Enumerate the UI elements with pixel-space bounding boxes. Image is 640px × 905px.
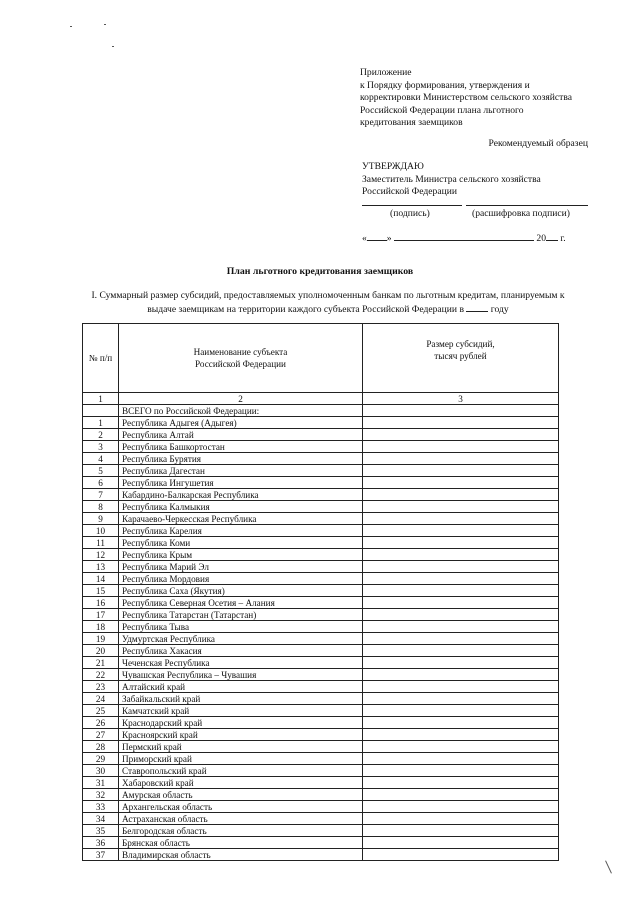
row-number: 28 (83, 741, 119, 753)
row-number: 11 (83, 537, 119, 549)
row-number: 1 (83, 417, 119, 429)
row-number: 23 (83, 681, 119, 693)
subject-name: Республика Алтай (119, 429, 363, 441)
subject-name: Республика Северная Осетия – Алания (119, 597, 363, 609)
subject-name: Республика Дагестан (119, 465, 363, 477)
row-number: 6 (83, 477, 119, 489)
table-row (83, 753, 559, 765)
subsidy-value-cell[interactable] (363, 681, 559, 693)
table-row (83, 813, 559, 825)
approval-line: Заместитель Министра сельского хозяйства (362, 173, 541, 185)
subject-name: Республика Башкортостан (119, 441, 363, 453)
subsidy-value-cell[interactable] (363, 465, 559, 477)
subject-name: Краснодарский край (119, 717, 363, 729)
subsidy-value-cell[interactable] (363, 549, 559, 561)
date-quote-close: » (386, 233, 392, 244)
row-number: 2 (83, 429, 119, 441)
subsidy-value-cell[interactable] (363, 789, 559, 801)
date-row (362, 231, 590, 244)
subsidy-value-cell[interactable] (363, 609, 559, 621)
row-number: 37 (83, 849, 119, 861)
table-header-row (83, 324, 559, 393)
appendix-line: Приложение (360, 67, 412, 78)
table-row (83, 501, 559, 513)
table-row (83, 537, 559, 549)
subsidy-value-cell[interactable] (363, 849, 559, 861)
subject-name: Республика Саха (Якутия) (119, 585, 363, 597)
subject-name: Алтайский край (119, 681, 363, 693)
table-row (83, 465, 559, 477)
subject-name: Архангельская область (119, 801, 363, 813)
table-row (83, 453, 559, 465)
subsidy-value-cell[interactable] (363, 801, 559, 813)
subject-name: Пермский край (119, 741, 363, 753)
row-number: 16 (83, 597, 119, 609)
subject-name: Республика Бурятия (119, 453, 363, 465)
month-blank (394, 231, 534, 241)
subsidy-value-cell[interactable] (363, 765, 559, 777)
row-number: 33 (83, 801, 119, 813)
table-row (83, 693, 559, 705)
subsidy-value-cell[interactable] (363, 717, 559, 729)
header-subject: Наименование субъекта Российской Федерации (119, 324, 363, 393)
subsidy-value-cell[interactable] (363, 825, 559, 837)
subsidy-value-cell[interactable] (363, 753, 559, 765)
subsidy-value-cell[interactable] (363, 633, 559, 645)
subject-name: Республика Ингушетия (119, 477, 363, 489)
approval-line: Российской Федерации (362, 186, 457, 198)
subject-name: Республика Калмыкия (119, 501, 363, 513)
table-row (83, 765, 559, 777)
year-blank (546, 231, 558, 241)
row-number: 19 (83, 633, 119, 645)
subject-name: Удмуртская Республика (119, 633, 363, 645)
subsidy-value-cell[interactable] (363, 813, 559, 825)
subject-name: Республика Адыгея (Адыгея) (119, 417, 363, 429)
subject-name: Республика Татарстан (Татарстан) (119, 609, 363, 621)
row-number: 15 (83, 585, 119, 597)
row-number: 14 (83, 573, 119, 585)
row-number: 27 (83, 729, 119, 741)
table-row (83, 729, 559, 741)
subject-name: Красноярский край (119, 729, 363, 741)
signature-line (362, 205, 462, 206)
scan-mark (605, 860, 612, 873)
subsidy-value-cell[interactable] (363, 429, 559, 441)
subject-name: Республика Крым (119, 549, 363, 561)
scan-speck (104, 24, 106, 25)
row-number: 29 (83, 753, 119, 765)
table-row (83, 549, 559, 561)
row-number: 25 (83, 705, 119, 717)
table-row (83, 837, 559, 849)
subject-name: Владимирская область (119, 849, 363, 861)
column-number: 3 (363, 393, 559, 405)
year-prefix: 20 (536, 233, 546, 244)
subject-name: Республика Мордовия (119, 573, 363, 585)
total-row (83, 405, 559, 417)
appendix-line: кредитования заемщиков (360, 117, 463, 129)
subsidy-value-cell[interactable] (363, 573, 559, 585)
subsidy-value-cell[interactable] (363, 597, 559, 609)
subject-name: Хабаровский край (119, 777, 363, 789)
table-row (83, 621, 559, 633)
subject-name: Забайкальский край (119, 693, 363, 705)
subject-name: Брянская область (119, 837, 363, 849)
subsidy-value-cell[interactable] (363, 669, 559, 681)
day-blank (367, 231, 387, 241)
table-row (83, 597, 559, 609)
table-row (83, 717, 559, 729)
appendix-line: к Порядку формирования, утверждения и (360, 79, 530, 91)
subject-name: Республика Марий Эл (119, 561, 363, 573)
table-row (83, 513, 559, 525)
approval-heading: УТВЕРЖДАЮ (362, 161, 424, 172)
year-blank (466, 302, 488, 312)
page-title: План льготного кредитования заемщиков (226, 266, 414, 277)
header-subsidy: Размер субсидий, тысяч рублей (363, 324, 559, 393)
row-number: 13 (83, 561, 119, 573)
total-num-cell (83, 405, 119, 417)
subsidy-value-cell[interactable] (363, 513, 559, 525)
row-number: 10 (83, 525, 119, 537)
section-line-2-start: выдаче заемщикам на территории каждого субъекта Российской Федерации в (147, 304, 464, 316)
row-number: 36 (83, 837, 119, 849)
subject-name: Астраханская область (119, 813, 363, 825)
subject-name: Республика Тыва (119, 621, 363, 633)
section-line-2 (60, 302, 596, 316)
table-row (83, 609, 559, 621)
scan-speck (112, 46, 114, 47)
row-number: 4 (83, 453, 119, 465)
table-row (83, 657, 559, 669)
table-row (83, 573, 559, 585)
scan-speck (70, 26, 72, 27)
header-num: № п/п (83, 324, 119, 393)
subject-name: Кабардино-Балкарская Республика (119, 489, 363, 501)
row-number: 17 (83, 609, 119, 621)
subsidy-value-cell[interactable] (363, 837, 559, 849)
subsidy-value-cell[interactable] (363, 645, 559, 657)
date-quote-open: « (362, 233, 367, 244)
table-row (83, 705, 559, 717)
row-number: 9 (83, 513, 119, 525)
subject-name: Камчатский край (119, 705, 363, 717)
subject-name: Республика Карелия (119, 525, 363, 537)
subsidy-table (82, 323, 559, 861)
subject-name: Чеченская Республика (119, 657, 363, 669)
table-row (83, 489, 559, 501)
table-row (83, 585, 559, 597)
subject-name: Белгородская область (119, 825, 363, 837)
row-number: 21 (83, 657, 119, 669)
year-suffix: г. (560, 233, 566, 244)
row-number: 12 (83, 549, 119, 561)
table-row (83, 441, 559, 453)
table-row (83, 633, 559, 645)
approval-block (362, 161, 602, 199)
subject-name: Чувашская Республика – Чувашия (119, 669, 363, 681)
subsidy-value-cell[interactable] (363, 777, 559, 789)
sample-label: Рекомендуемый образец (488, 138, 588, 149)
section-line-2-end: году (490, 304, 509, 316)
subsidy-value-cell[interactable] (363, 705, 559, 717)
table-row (83, 429, 559, 441)
appendix-line: корректировки Министерством сельского хозяйства (360, 92, 573, 104)
table-row (83, 801, 559, 813)
signature-row (362, 200, 588, 228)
appendix-line: Российской Федерации плана льготного (360, 104, 524, 116)
column-numbers-row (83, 393, 559, 405)
section-heading (60, 290, 596, 317)
row-number: 22 (83, 669, 119, 681)
subject-name: Ставропольский край (119, 765, 363, 777)
table-row (83, 789, 559, 801)
subsidy-value-cell[interactable] (363, 441, 559, 453)
table-row (83, 825, 559, 837)
row-number: 3 (83, 441, 119, 453)
appendix-note (360, 67, 610, 130)
table-row (83, 777, 559, 789)
total-label: ВСЕГО по Российской Федерации: (119, 405, 363, 417)
signature-label: (подпись) (390, 208, 430, 219)
subject-name: Республика Хакасия (119, 645, 363, 657)
subsidy-value-cell[interactable] (363, 741, 559, 753)
table-row (83, 849, 559, 861)
subsidy-value-cell[interactable] (363, 693, 559, 705)
subsidy-value-cell[interactable] (363, 477, 559, 489)
table-row (83, 681, 559, 693)
row-number: 18 (83, 621, 119, 633)
row-number: 32 (83, 789, 119, 801)
row-number: 34 (83, 813, 119, 825)
table-row (83, 669, 559, 681)
decode-line (466, 205, 588, 206)
table-row (83, 561, 559, 573)
table-row (83, 477, 559, 489)
table-row (83, 741, 559, 753)
table-row (83, 525, 559, 537)
decode-label: (расшифровка подписи) (472, 208, 570, 219)
row-number: 31 (83, 777, 119, 789)
row-number: 30 (83, 765, 119, 777)
section-line-1: I. Суммарный размер субсидий, предоставляемых уполномоченным банкам по льготным кредитам, планируемым к (91, 290, 565, 301)
column-number: 2 (119, 393, 363, 405)
subsidy-value-cell[interactable] (363, 525, 559, 537)
subsidy-value-cell[interactable] (363, 561, 559, 573)
subsidy-value-cell[interactable] (363, 453, 559, 465)
subject-name: Приморский край (119, 753, 363, 765)
subsidy-value-cell[interactable] (363, 657, 559, 669)
subject-name: Республика Коми (119, 537, 363, 549)
row-number: 20 (83, 645, 119, 657)
subject-name: Карачаево-Черкесская Республика (119, 513, 363, 525)
row-number: 8 (83, 501, 119, 513)
subsidy-value-cell[interactable] (363, 417, 559, 429)
row-number: 24 (83, 693, 119, 705)
table-row (83, 417, 559, 429)
total-value-cell[interactable] (363, 405, 559, 417)
row-number: 26 (83, 717, 119, 729)
subject-name: Амурская область (119, 789, 363, 801)
subsidy-value-cell[interactable] (363, 621, 559, 633)
table-row (83, 645, 559, 657)
row-number: 7 (83, 489, 119, 501)
subsidy-value-cell[interactable] (363, 729, 559, 741)
subsidy-value-cell[interactable] (363, 585, 559, 597)
subsidy-value-cell[interactable] (363, 489, 559, 501)
subsidy-value-cell[interactable] (363, 501, 559, 513)
row-number: 5 (83, 465, 119, 477)
row-number: 35 (83, 825, 119, 837)
column-number: 1 (83, 393, 119, 405)
subsidy-value-cell[interactable] (363, 537, 559, 549)
